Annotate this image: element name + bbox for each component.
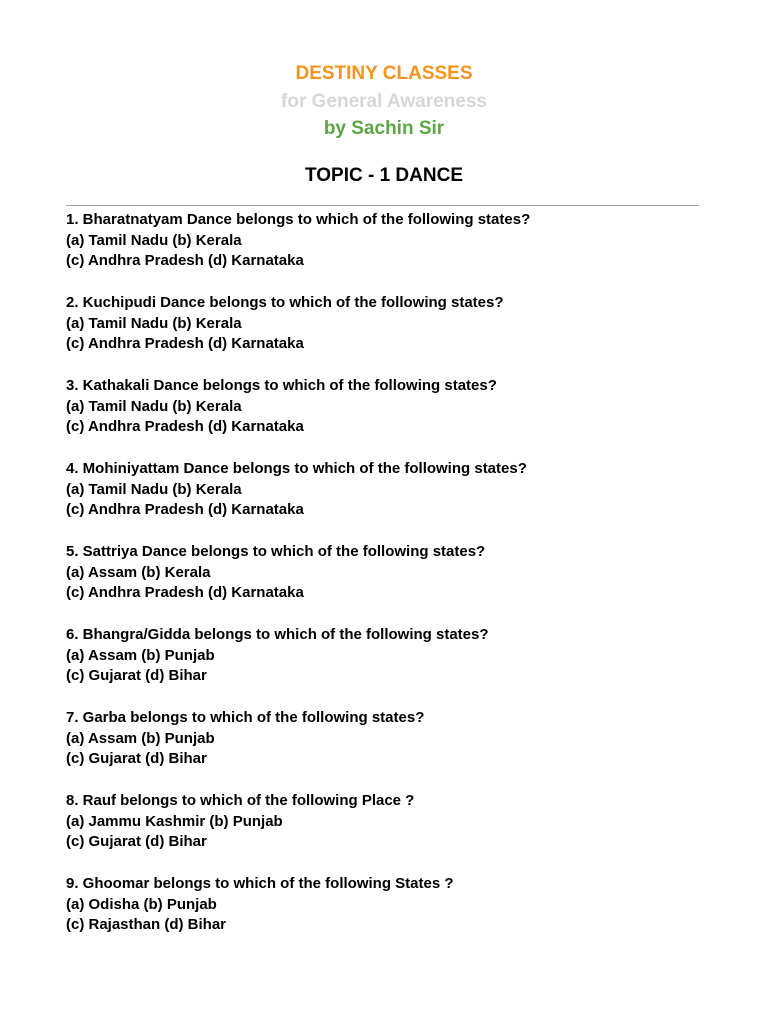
question-text: 8. Rauf belongs to which of the following Place ? [66, 792, 415, 809]
options-line-2: (c) Rajasthan (d) Bihar [66, 916, 227, 933]
question-item [66, 210, 706, 272]
question-text: 3. Kathakali Dance belongs to which of the following states? [66, 377, 497, 394]
options-line-2: (c) Gujarat (d) Bihar [66, 833, 207, 850]
question-text: 7. Garba belongs to which of the following states? [66, 709, 425, 726]
question-item [66, 874, 706, 936]
options-line-1: (a) Assam (b) Punjab [66, 646, 215, 664]
question-item [66, 376, 706, 438]
question-item [66, 791, 706, 853]
options-line-2: (c) Andhra Pradesh (d) Karnataka [66, 335, 304, 352]
question-text: 5. Sattriya Dance belongs to which of the following states? [66, 543, 486, 560]
question-item [66, 459, 706, 521]
options-line-1: (a) Assam (b) Kerala [66, 563, 211, 581]
question-item [66, 625, 706, 687]
options-line-1: (a) Jammu Kashmir (b) Punjab [66, 812, 283, 830]
question-item [66, 708, 706, 770]
question-list [66, 210, 706, 957]
options-line-2: (c) Andhra Pradesh (d) Karnataka [66, 584, 304, 601]
options-line-2: (c) Andhra Pradesh (d) Karnataka [66, 418, 304, 435]
options-line-1: (a) Tamil Nadu (b) Kerala [66, 480, 242, 498]
question-text: 9. Ghoomar belongs to which of the following States ? [66, 875, 454, 892]
subtitle: for General Awareness [281, 90, 487, 112]
question-text: 6. Bhangra/Gidda belongs to which of the following states? [66, 626, 489, 643]
question-text: 1. Bharatnatyam Dance belongs to which of the following states? [66, 211, 531, 228]
brand-title: DESTINY CLASSES [295, 63, 473, 84]
options-line-2: (c) Gujarat (d) Bihar [66, 750, 207, 767]
options-line-1: (a) Tamil Nadu (b) Kerala [66, 314, 242, 332]
options-line-2: (c) Andhra Pradesh (d) Karnataka [66, 501, 304, 518]
author-line: by Sachin Sir [323, 118, 445, 139]
question-text: 2. Kuchipudi Dance belongs to which of the following states? [66, 294, 504, 311]
options-line-1: (a) Odisha (b) Punjab [66, 895, 217, 913]
topic-heading: TOPIC - 1 DANCE [304, 165, 463, 186]
options-line-2: (c) Gujarat (d) Bihar [66, 667, 207, 684]
options-line-1: (a) Tamil Nadu (b) Kerala [66, 397, 242, 415]
options-line-1: (a) Tamil Nadu (b) Kerala [66, 231, 242, 249]
question-text: 4. Mohiniyattam Dance belongs to which of the following states? [66, 460, 527, 477]
question-item [66, 293, 706, 355]
options-line-2: (c) Andhra Pradesh (d) Karnataka [66, 252, 304, 269]
divider [66, 205, 699, 206]
question-item [66, 542, 706, 604]
options-line-1: (a) Assam (b) Punjab [66, 729, 215, 747]
document-header [0, 60, 768, 143]
